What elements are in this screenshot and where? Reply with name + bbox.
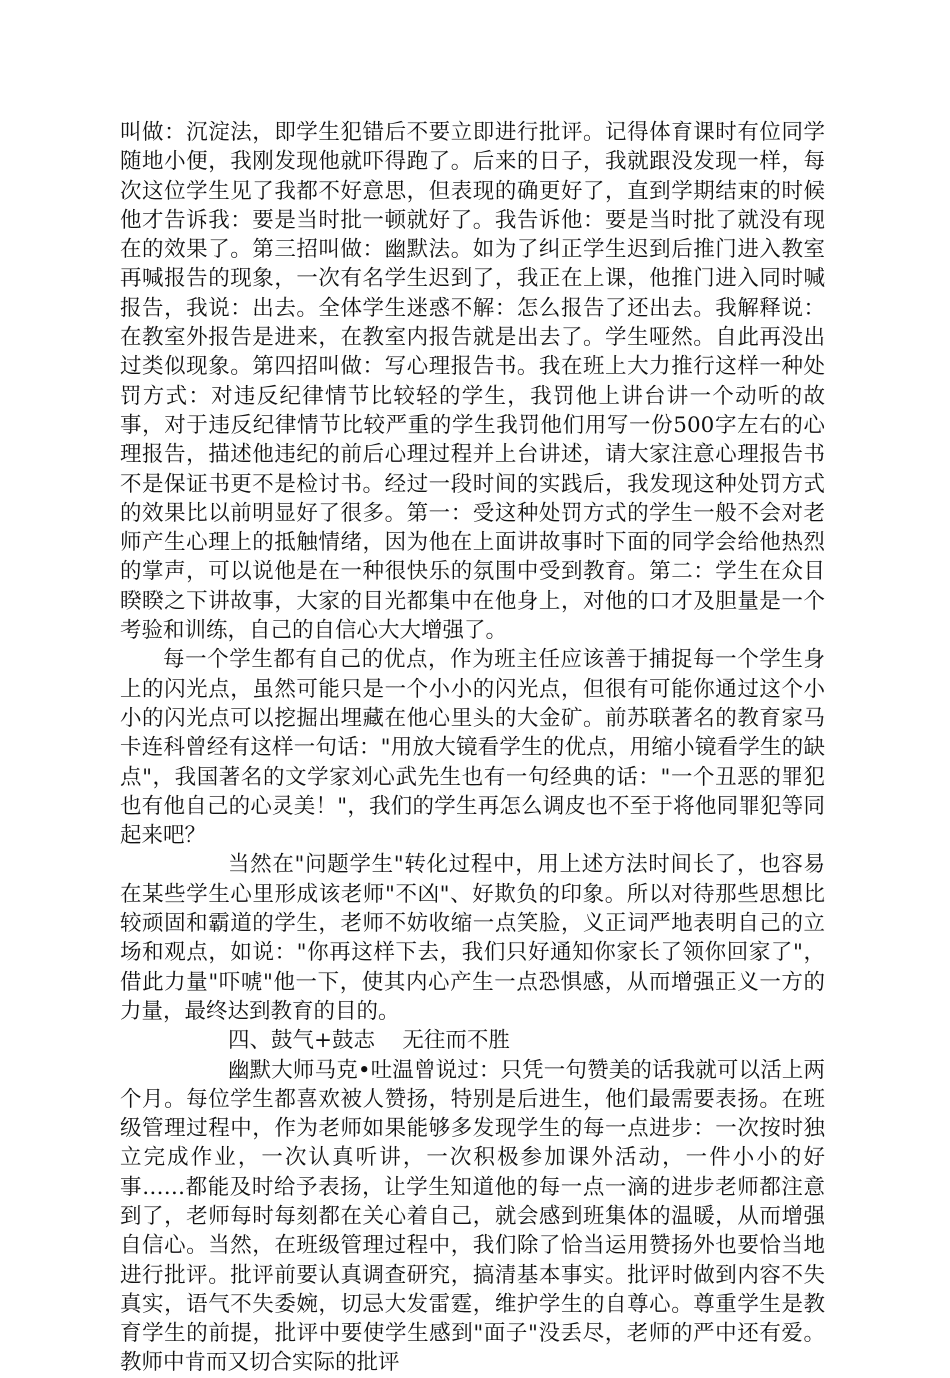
paragraph-praise-and-criticism: 幽默大师马克•吐温曾说过：只凭一句赞美的话我就可以活上两个月。每位学生都喜欢被人赞扬，特别是后进生，他们最需要表扬。在班级管理过程中，作为老师如果能够多发现学生的每一点进步：一次按时独立完成作业，一次认真听讲，一次积极参加课外活动，一件小小的好事……都能及时给予表扬，让学生知道他的每一点一滴的进步老师都注意到了，老师每时每刻都在关心着自己，就会感到班集体的温暖，从而增强自信心。当然，在班级管理过程中，我们除了恰当运用赞扬外也要恰当地进行批评。批评前要认真调查研究，搞清基本事实。批评时做到内容不失真实，语气不失委婉，切忌大发雷霆，维护学生的自尊心。尊重学生是教育学生的前提，批评中要使学生感到"面子"没丢尽，老师的严中还有爱。教师中肯而又切合实际的批评 bbox=[120, 1057, 825, 1376]
document-body bbox=[120, 118, 825, 1378]
paragraph-sedimentation-method: 叫做：沉淀法，即学生犯错后不要立即进行批评。记得体育课时有位同学随地小便，我刚发现他就吓得跑了。后来的日子，我就跟没发现一样，每次这位学生见了我都不好意思，但表现的确更好了，直到学期结束的时候他才告诉我：要是当时批一顿就好了。我告诉他：要是当时批了就没有现在的效果了。第三招叫做：幽默法。如为了纠正学生迟到后推门进入教室再喊报告的现象，一次有名学生迟到了，我正在上课，他推门进入同时喊报告，我说：出去。全体学生迷惑不解：怎么报告了还出去。我解释说：在教室外报告是进来，在教室内报告就是出去了。学生哑然。自此再没出过类似现象。第四招叫做：写心理报告书。我在班上大力推行这样一种处罚方式：对违反纪律情节比较轻的学生，我罚他上讲台讲一个动听的故事，对于违反纪律情节比较严重的学生我罚他们用写一份500字左右的心理报告，描述他违纪的前后心理过程并上台讲述，请大家注意心理报告书不是保证书更不是检讨书。经过一段时间的实践后，我发现这种处罚方式的效果比以前明显好了很多。第一：受这种处罚方式的学生一般不会对老师产生心理上的抵触情绪，因为他在上面讲故事时下面的同学会给他热烈的掌声，可以说他是在一种很快乐的氛围中受到教育。第二：学生在众目睽睽之下讲故事，大家的目光都集中在他身上，对他的口才及胆量是一个考验和训练，自己的自信心大大增强了。 bbox=[120, 120, 825, 644]
paragraph-problem-students: 当然在"问题学生"转化过程中，用上述方法时间长了，也容易在某些学生心里形成该老师"不凶"、好欺负的印象。所以对待那些思想比较顽固和霸道的学生，老师不妨收缩一点笑脸，义正词严地表明自己的立场和观点，如说："你再这样下去，我们只好通知你家长了领你回家了"，借此力量"吓唬"他一下，使其内心产生一点恐惧感，从而增强正义一方的力量，最终达到教育的目的。 bbox=[120, 852, 825, 1024]
section-heading: 四、鼓气+鼓志 无往而不胜 bbox=[228, 1028, 510, 1054]
paragraph-bright-spots: 每一个学生都有自己的优点，作为班主任应该善于捕捉每一个学生身上的闪光点，虽然可能只是一个小小的闪光点，但很有可能你通过这个小小的闪光点可以挖掘出埋藏在他心里头的大金矿。前苏联著名的教育家马卡连科曾经有这样一句话："用放大镜看学生的优点，用缩小镜看学生的缺点"，我国著名的文学家刘心武先生也有一句经典的话："一个丑恶的罪犯也有他自己的心灵美！"，我们的学生再怎么调皮也不至于将他同罪犯等同起来吧？ bbox=[120, 647, 825, 849]
